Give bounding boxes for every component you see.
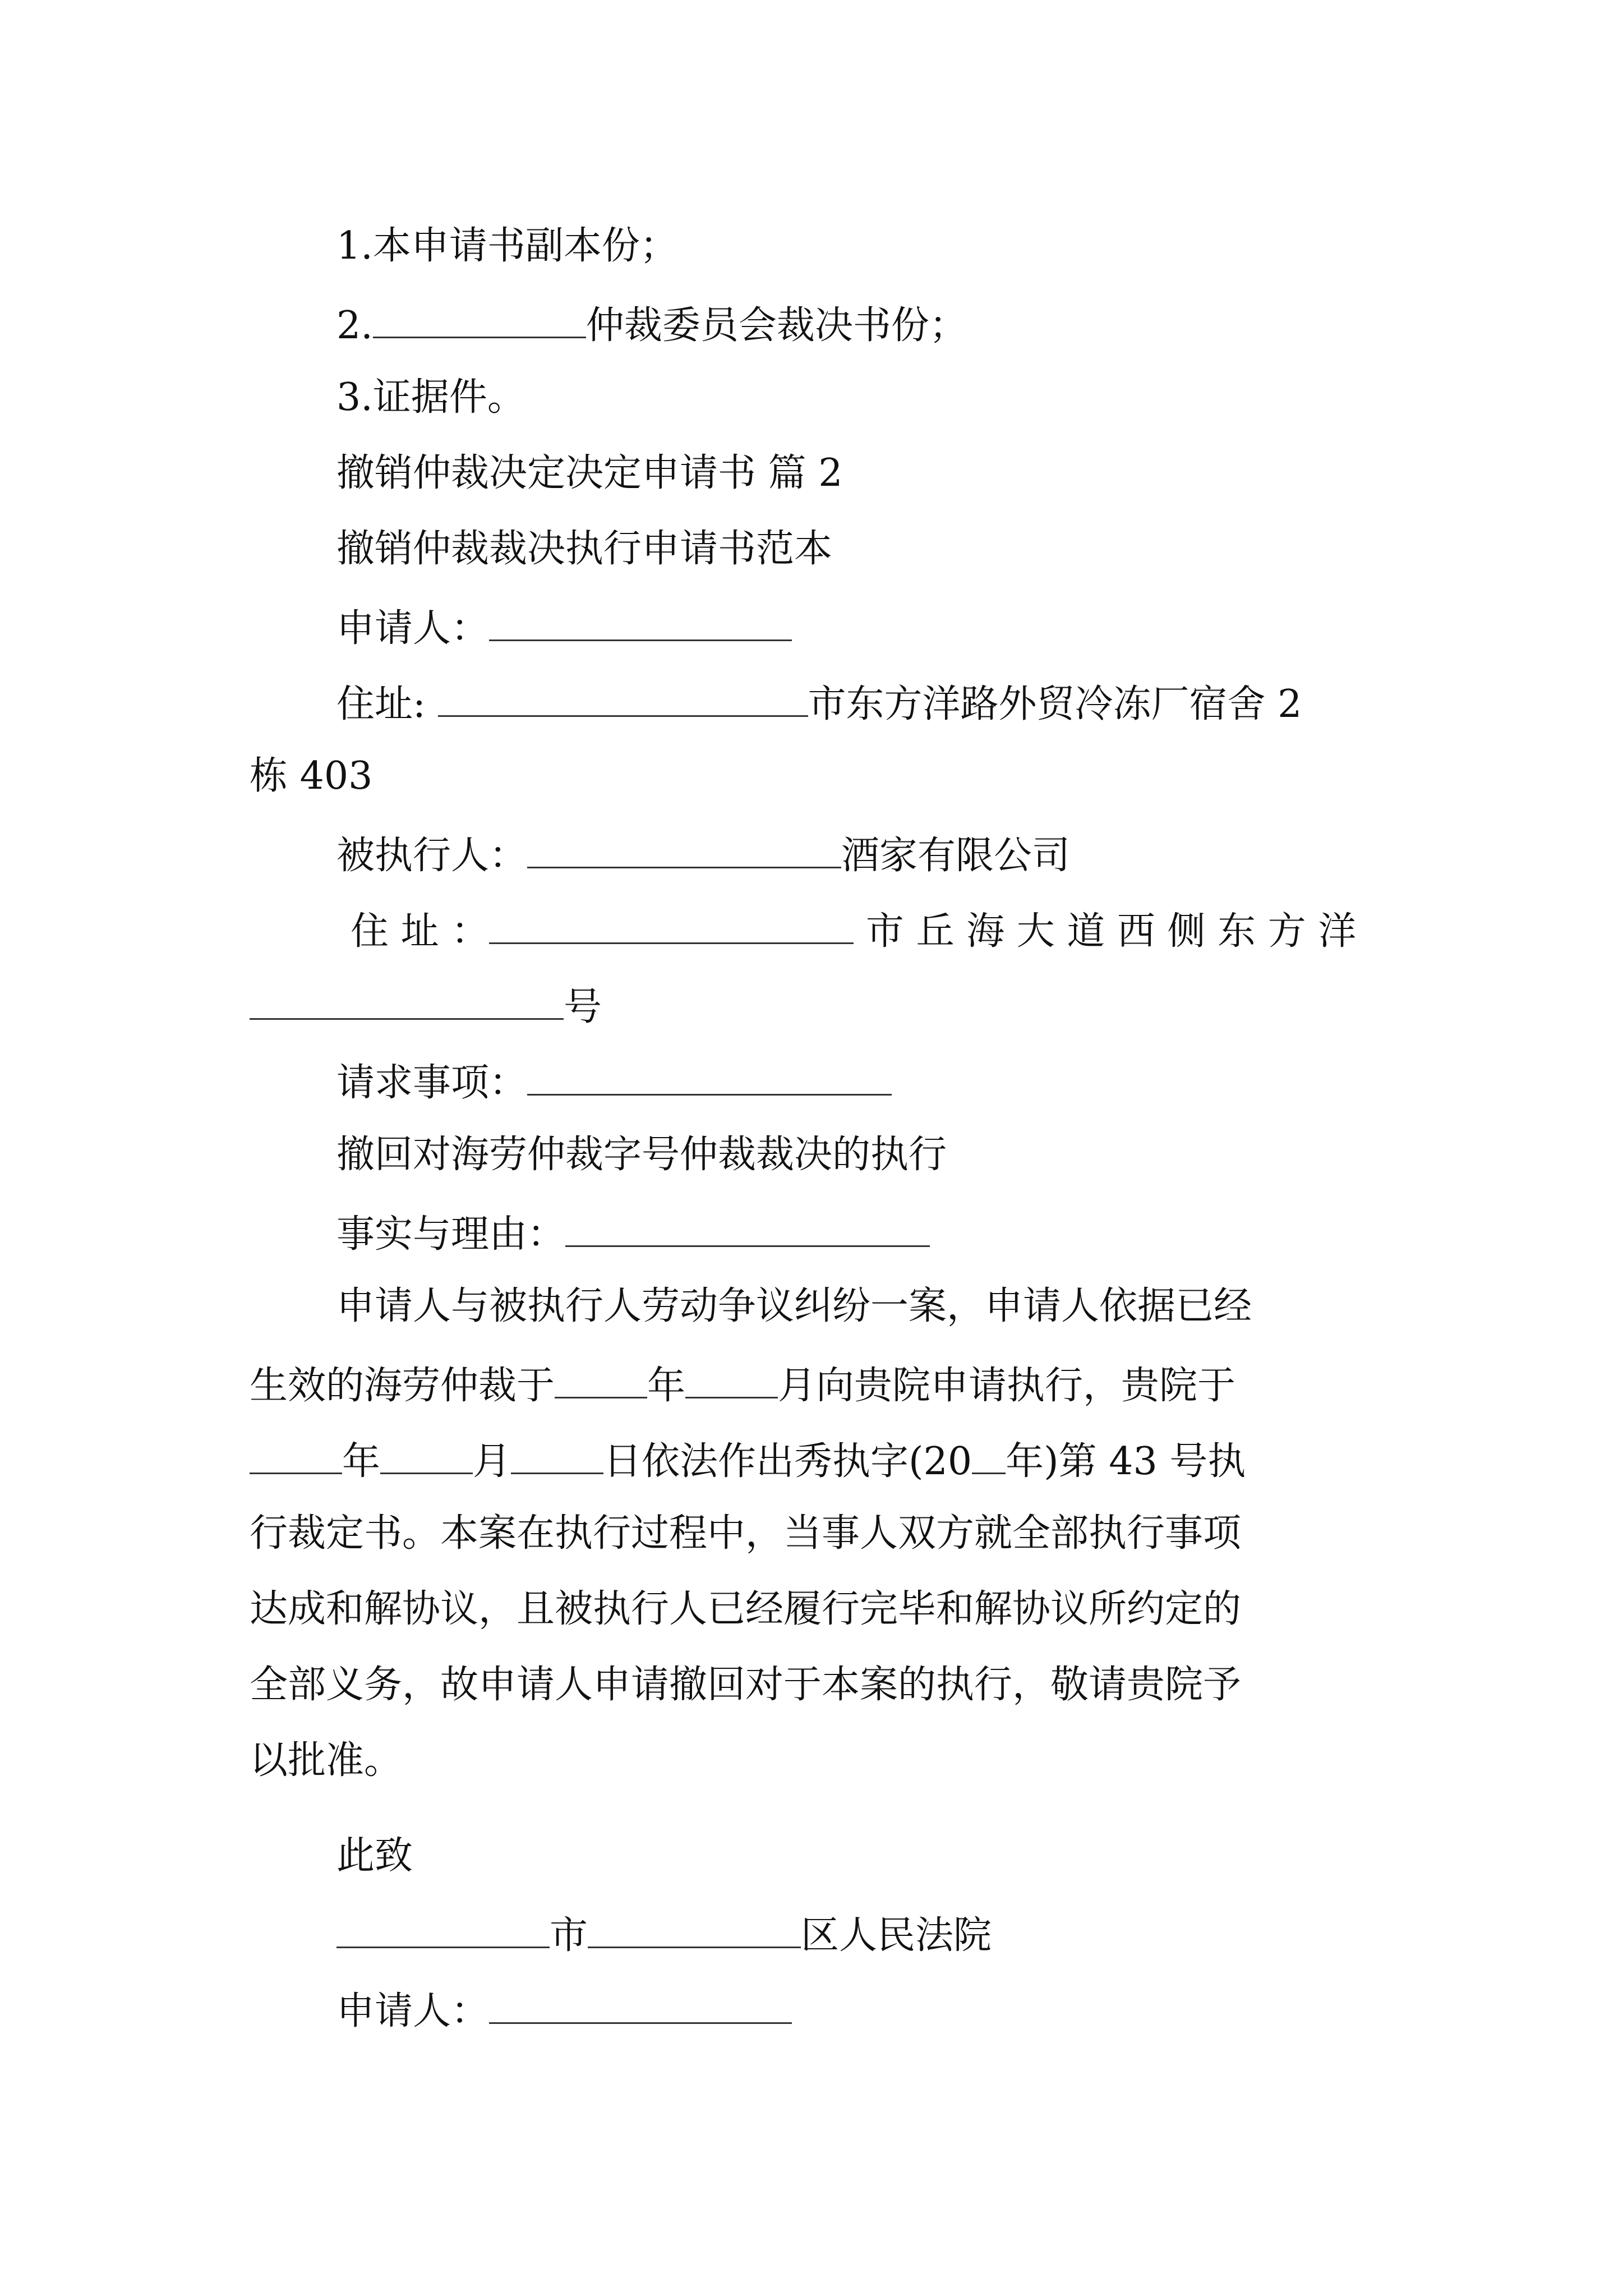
respondent-address-line <box>351 909 1357 954</box>
text: 年 <box>342 1439 381 1484</box>
body-paragraph-line-2 <box>250 1363 1236 1408</box>
text: 以批准。 <box>250 1738 403 1783</box>
text: 仲裁委员会裁决书份； <box>585 303 967 348</box>
attachment-item-2 <box>336 303 967 348</box>
blank-field <box>972 1439 1006 1474</box>
body-paragraph-line-7 <box>250 1738 403 1783</box>
respondent-line <box>336 833 1071 878</box>
label: 事实与理由： <box>336 1212 566 1257</box>
facts-line <box>336 1212 930 1257</box>
text: 撤回对海劳仲裁字号仲裁裁决的执行 <box>336 1133 947 1177</box>
attachment-item-3 <box>336 375 525 420</box>
address-line <box>336 682 1302 724</box>
body-paragraph-line-5 <box>250 1587 1242 1631</box>
text: 3.证据件。 <box>336 375 525 420</box>
text: 市东方洋路外贸冷冻厂宿舍 2 <box>808 682 1302 726</box>
blank-field <box>250 1439 342 1474</box>
text: 区人民法院 <box>801 1913 992 1958</box>
blank-field <box>489 1989 792 2024</box>
blank-field <box>527 833 841 868</box>
text: 月向贵院申请执行，贵院于 <box>778 1364 1236 1408</box>
blank-field <box>373 303 586 338</box>
text: 行裁定书。本案在执行过程中，当事人双方就全部执行事项 <box>250 1511 1242 1556</box>
text: 日依法作出秀执字(20 <box>603 1439 972 1484</box>
text: 撤销仲裁裁决执行申请书范本 <box>336 527 833 571</box>
label: 请求事项： <box>336 1061 528 1105</box>
text: 年 <box>647 1364 686 1408</box>
body-paragraph-line-1 <box>336 1284 1252 1328</box>
body-paragraph-line-3 <box>250 1439 1246 1484</box>
text: 达成和解协议，且被执行人已经履行完毕和解协议所约定的 <box>250 1587 1242 1631</box>
label: 被执行人： <box>336 834 528 878</box>
text: 市 <box>550 1913 588 1958</box>
section-heading <box>336 451 843 495</box>
body-paragraph-line-6 <box>250 1663 1242 1707</box>
court-line <box>336 1913 992 1958</box>
blank-field <box>336 1913 550 1948</box>
text: 栋 403 <box>250 754 373 798</box>
blank-field <box>511 1439 603 1474</box>
attachment-item-1 <box>336 224 678 268</box>
applicant-line <box>336 606 792 651</box>
signature-applicant-line <box>336 1989 792 2031</box>
label: 住址: <box>336 682 426 726</box>
text: 年)第 43 号执 <box>1006 1439 1246 1484</box>
blank-field <box>489 909 854 944</box>
text: 生效的海劳仲裁于 <box>250 1364 555 1408</box>
request-content <box>336 1133 947 1177</box>
address-line-cont <box>250 754 373 798</box>
text: 全部义务，故申请人申请撤回对于本案的执行，敬请贵院予 <box>250 1663 1242 1707</box>
blank-field <box>555 1363 647 1398</box>
text: 1.本申请书副本份； <box>336 224 678 268</box>
respondent-address-cont <box>250 984 602 1027</box>
salutation <box>336 1834 413 1878</box>
text: 市 丘 海 大 道 西 侧 东 方 洋 <box>865 909 1357 954</box>
text: 2. <box>336 303 373 348</box>
label: 申请人： <box>336 606 490 651</box>
text: 申请人与被执行人劳动争议纠纷一案，申请人依据已经 <box>336 1284 1252 1328</box>
request-line <box>336 1060 892 1105</box>
blank-field <box>489 606 792 641</box>
text: 撤销仲裁决定决定申请书 篇 2 <box>336 451 843 495</box>
blank-field <box>380 1439 473 1474</box>
body-paragraph-line-4 <box>250 1511 1242 1556</box>
text: 酒家有限公司 <box>841 834 1071 878</box>
blank-field <box>250 984 564 1020</box>
text: 此致 <box>336 1834 413 1878</box>
blank-field <box>527 1060 892 1096</box>
blank-field <box>685 1363 778 1398</box>
label: 住 址 ： <box>351 909 490 954</box>
text: 月 <box>473 1439 511 1484</box>
blank-field <box>438 682 808 717</box>
text: 号 <box>564 985 602 1029</box>
blank-field <box>565 1212 930 1247</box>
document-title <box>336 527 833 571</box>
blank-field <box>588 1913 801 1948</box>
label: 申请人： <box>336 1989 490 2033</box>
